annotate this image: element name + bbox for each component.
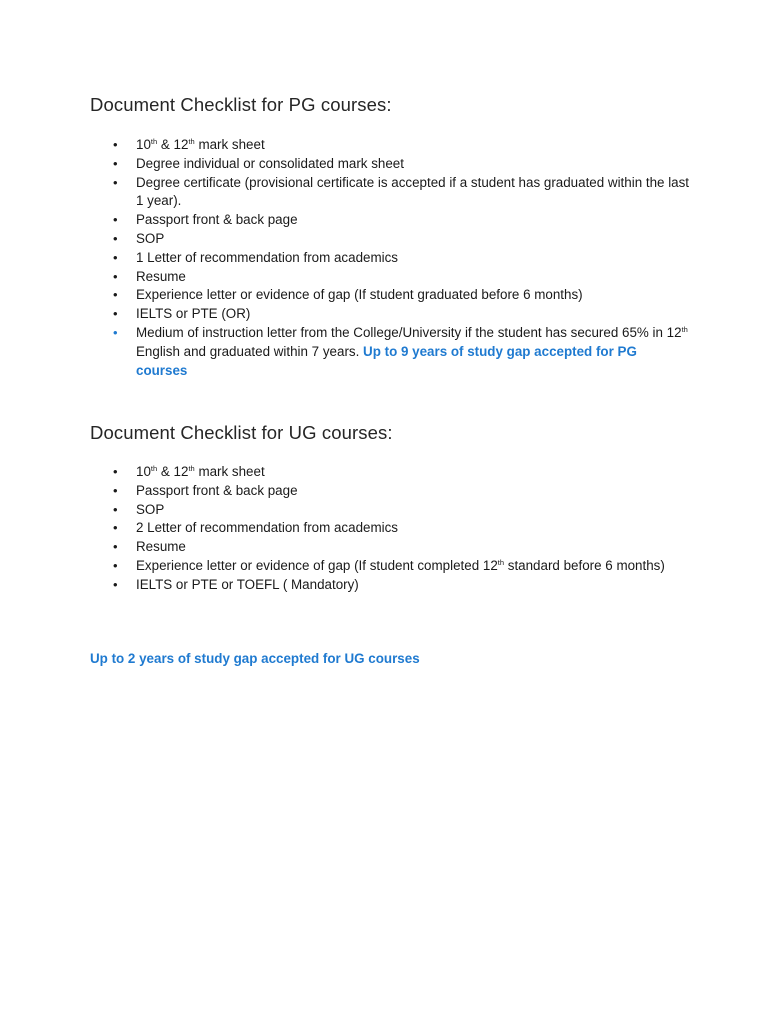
list-item xyxy=(90,268,690,287)
item-text: & 12 xyxy=(157,464,189,479)
bullet-icon: • xyxy=(113,155,118,171)
item-text: Experience letter or evidence of gap (If student completed 12 xyxy=(136,557,498,573)
item-text: standard before 6 months) xyxy=(504,557,665,573)
bullet-icon: • xyxy=(113,324,118,340)
superscript: th xyxy=(150,137,158,146)
bullet-icon: • xyxy=(113,539,118,555)
item-text: Passport front & back page xyxy=(136,482,298,498)
item-text: Experience letter or evidence of gap (If student graduated before 6 months) xyxy=(136,287,583,303)
list-item xyxy=(90,211,690,230)
ug-checklist-title: Document Checklist for UG courses: xyxy=(90,422,393,443)
bullet-icon: • xyxy=(113,576,118,592)
item-text: English and graduated within 7 years. xyxy=(136,343,364,359)
bullet-icon: • xyxy=(113,287,118,303)
list-item xyxy=(90,230,690,249)
list-item xyxy=(90,501,690,520)
superscript: th xyxy=(150,464,158,473)
bullet-icon: • xyxy=(113,137,118,152)
ug-checklist xyxy=(90,463,690,595)
bullet-icon: • xyxy=(113,464,118,479)
superscript: th xyxy=(188,137,195,146)
superscript: th xyxy=(188,464,195,473)
bullet-icon: • xyxy=(113,230,118,246)
item-text: SOP xyxy=(136,230,165,246)
item-text: IELTS or PTE (OR) xyxy=(136,306,251,322)
bullet-icon: • xyxy=(113,249,118,265)
item-text: Degree certificate (provisional certificate is accepted if a student has graduated within the last 1 year). xyxy=(136,174,690,209)
bullet-icon: • xyxy=(113,557,118,573)
ug-study-gap-note: Up to 2 years of study gap accepted for UG courses xyxy=(90,651,420,666)
bullet-icon: • xyxy=(113,212,118,228)
item-text: 10 xyxy=(136,464,151,479)
item-text: Medium of instruction letter from the College/University if the student has secured 65% in 12 xyxy=(136,324,682,340)
bullet-icon: • xyxy=(113,306,118,322)
list-item xyxy=(90,305,690,324)
item-text: 2 Letter of recommendation from academics xyxy=(136,520,398,536)
item-text: 10 xyxy=(136,137,151,152)
item-text: 1 Letter of recommendation from academics xyxy=(136,249,398,265)
list-item xyxy=(90,286,690,305)
pg-checklist xyxy=(90,136,690,380)
list-item xyxy=(90,538,690,557)
list-item xyxy=(90,324,690,380)
item-text: Degree individual or consolidated mark sheet xyxy=(136,155,404,171)
bullet-icon: • xyxy=(113,174,118,190)
item-text: Passport front & back page xyxy=(136,212,298,228)
pg-study-gap-note: Up to 9 years of study gap accepted for PG courses xyxy=(136,343,637,378)
pg-checklist-title: Document Checklist for PG courses: xyxy=(90,94,392,115)
item-text: SOP xyxy=(136,501,165,517)
bullet-icon: • xyxy=(113,482,118,498)
list-item xyxy=(90,249,690,268)
list-item xyxy=(90,482,690,501)
item-text: & 12 xyxy=(157,137,189,152)
bullet-icon: • xyxy=(113,268,118,284)
list-item xyxy=(90,136,690,155)
superscript: th xyxy=(681,324,688,334)
list-item xyxy=(90,174,690,212)
bullet-icon: • xyxy=(113,501,118,517)
list-item xyxy=(90,557,690,576)
list-item xyxy=(90,155,690,174)
bullet-icon: • xyxy=(113,520,118,536)
item-text: mark sheet xyxy=(194,464,265,479)
superscript: th xyxy=(497,557,505,567)
item-text: mark sheet xyxy=(194,137,265,152)
item-text: IELTS or PTE or TOEFL ( Mandatory) xyxy=(136,576,359,592)
list-item xyxy=(90,519,690,538)
list-item xyxy=(90,576,690,595)
item-text: Resume xyxy=(136,539,186,555)
item-text: Resume xyxy=(136,268,186,284)
list-item xyxy=(90,463,690,482)
